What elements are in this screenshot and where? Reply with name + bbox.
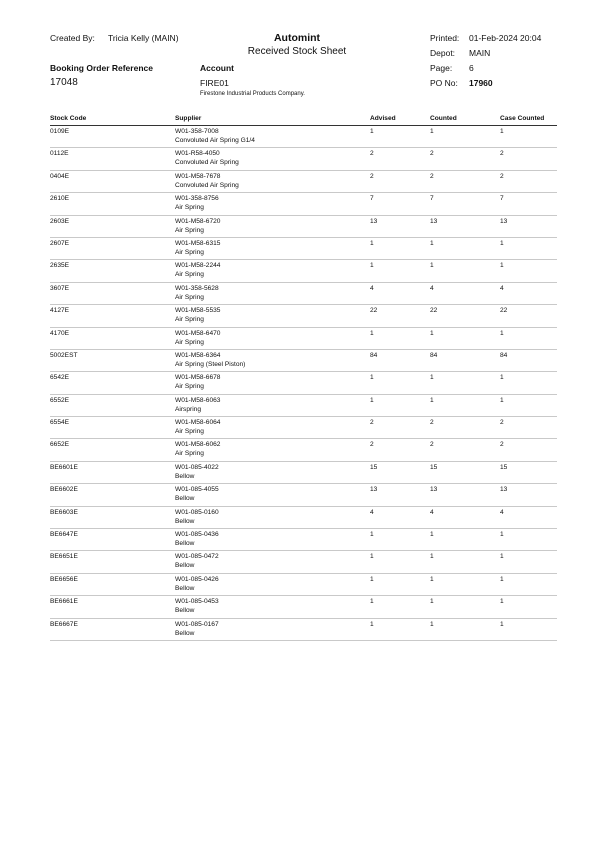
table-row (50, 193, 557, 215)
item-description: Bellow (175, 472, 195, 480)
item-description: Convoluted Air Spring (175, 159, 239, 167)
booking-ref-label: Booking Order Reference (50, 63, 153, 73)
advised-qty: 1 (370, 598, 374, 606)
supplier-code: W01-M58-7678 (175, 172, 221, 180)
case-counted-qty: 1 (500, 531, 504, 539)
counted-qty: 1 (430, 598, 434, 606)
stock-code: 6652E (50, 441, 70, 449)
item-description: Air Spring (Steel Piston) (175, 360, 246, 368)
advised-qty: 1 (370, 531, 374, 539)
counted-qty: 1 (430, 128, 434, 135)
table-row (50, 148, 557, 170)
item-description: Bellow (175, 607, 195, 615)
case-counted-qty: 2 (500, 441, 504, 449)
stock-code: 6552E (50, 396, 70, 404)
advised-qty: 13 (370, 486, 378, 494)
case-counted-qty: 2 (500, 172, 504, 180)
table-row (50, 350, 557, 372)
advised-qty: 1 (370, 128, 374, 135)
case-counted-qty: 15 (500, 463, 508, 471)
counted-qty: 1 (430, 396, 434, 404)
item-description: Air Spring (175, 450, 204, 458)
table-row (50, 462, 557, 484)
printed-label: Printed: (430, 33, 460, 43)
stock-code: BE6647E (50, 531, 78, 539)
supplier-code: W01-358-7008 (175, 128, 219, 135)
stock-code: 0404E (50, 172, 70, 180)
stock-code: 5002EST (50, 351, 78, 359)
item-description: Air Spring (175, 383, 204, 391)
po-label: PO No: (430, 78, 458, 88)
supplier-code: W01-M58-6470 (175, 329, 221, 337)
advised-qty: 1 (370, 329, 374, 337)
stock-code: BE6661E (50, 598, 78, 606)
table-row (50, 439, 557, 461)
advised-qty: 2 (370, 441, 374, 449)
counted-qty: 1 (430, 262, 434, 270)
supplier-code: W01-358-5628 (175, 284, 219, 292)
stock-code: BE6601E (50, 463, 78, 471)
table-row (50, 574, 557, 596)
item-description: Air Spring (175, 204, 204, 212)
case-counted-qty: 1 (500, 262, 504, 270)
item-description: Airspring (175, 405, 202, 413)
table-row (50, 372, 557, 394)
case-counted-qty: 4 (500, 284, 504, 292)
table-row (50, 238, 557, 260)
col-supplier: Supplier (175, 115, 202, 122)
stock-code: 2635E (50, 262, 70, 270)
supplier-code: W01-M58-5535 (175, 307, 221, 315)
item-description: Air Spring (175, 293, 204, 301)
advised-qty: 4 (370, 508, 374, 516)
counted-qty: 2 (430, 150, 434, 158)
advised-qty: 7 (370, 195, 374, 203)
page-number: 6 (469, 63, 474, 73)
counted-qty: 7 (430, 195, 434, 203)
advised-qty: 1 (370, 374, 374, 382)
case-counted-qty: 1 (500, 598, 504, 606)
item-description: Air Spring (175, 316, 204, 324)
advised-qty: 1 (370, 239, 374, 247)
depot-value: MAIN (469, 48, 491, 58)
case-counted-qty: 13 (500, 486, 508, 494)
table-row (50, 529, 557, 551)
stock-code: 2610E (50, 195, 70, 203)
table-row (50, 328, 557, 350)
booking-ref-value: 17048 (50, 77, 78, 88)
stock-code: 3607E (50, 284, 70, 292)
item-description: Bellow (175, 562, 195, 570)
col-counted: Counted (430, 115, 457, 122)
stock-code: 4127E (50, 307, 70, 315)
advised-qty: 2 (370, 419, 374, 427)
supplier-code: W01-M58-6064 (175, 419, 221, 427)
supplier-code: W01-085-0167 (175, 620, 219, 628)
supplier-code: W01-M58-6063 (175, 396, 221, 404)
supplier-code: W01-M58-6062 (175, 441, 221, 449)
counted-qty: 22 (430, 307, 438, 315)
counted-qty: 13 (430, 217, 438, 225)
case-counted-qty: 1 (500, 553, 504, 561)
advised-qty: 84 (370, 351, 378, 359)
case-counted-qty: 2 (500, 419, 504, 427)
counted-qty: 1 (430, 553, 434, 561)
account-code: FIRE01 (200, 78, 229, 88)
supplier-code: W01-M58-2244 (175, 262, 221, 270)
case-counted-qty: 7 (500, 195, 504, 203)
counted-qty: 1 (430, 575, 434, 583)
table-row (50, 395, 557, 417)
supplier-code: W01-085-0472 (175, 553, 219, 561)
counted-qty: 4 (430, 508, 434, 516)
case-counted-qty: 1 (500, 396, 504, 404)
supplier-code: W01-085-4055 (175, 486, 219, 494)
account-name: Firestone Industrial Products Company. (200, 91, 305, 97)
case-counted-qty: 1 (500, 620, 504, 628)
case-counted-qty: 2 (500, 150, 504, 158)
depot-label: Depot: (430, 48, 456, 58)
counted-qty: 2 (430, 172, 434, 180)
col-advised: Advised (370, 115, 396, 122)
item-description: Bellow (175, 584, 195, 592)
case-counted-qty: 1 (500, 575, 504, 583)
counted-qty: 1 (430, 620, 434, 628)
item-description: Air Spring (175, 271, 204, 279)
advised-qty: 1 (370, 575, 374, 583)
supplier-code: W01-085-0453 (175, 598, 219, 606)
advised-qty: 22 (370, 307, 378, 315)
stock-code: 2607E (50, 239, 70, 247)
stock-table-body (50, 126, 557, 641)
advised-qty: 13 (370, 217, 378, 225)
counted-qty: 1 (430, 329, 434, 337)
advised-qty: 2 (370, 172, 374, 180)
table-row (50, 619, 557, 641)
case-counted-qty: 84 (500, 351, 508, 359)
company-name: Automint (273, 32, 321, 44)
stock-code: 6542E (50, 374, 70, 382)
counted-qty: 1 (430, 374, 434, 382)
item-description: Air Spring (175, 226, 204, 234)
po-number: 17960 (469, 78, 493, 88)
case-counted-qty: 4 (500, 508, 504, 516)
supplier-code: W01-R58-4050 (175, 150, 220, 158)
item-description: Convoluted Air Spring G1/4 (175, 137, 255, 144)
stock-code: BE6603E (50, 508, 78, 516)
advised-qty: 2 (370, 150, 374, 158)
supplier-code: W01-M58-6364 (175, 351, 221, 359)
table-row (50, 417, 557, 439)
item-description: Air Spring (175, 248, 204, 256)
case-counted-qty: 13 (500, 217, 508, 225)
case-counted-qty: 1 (500, 128, 504, 135)
stock-code: BE6602E (50, 486, 78, 494)
item-description: Air Spring (175, 428, 204, 436)
sheet-title: Received Stock Sheet (247, 46, 347, 57)
counted-qty: 84 (430, 351, 438, 359)
advised-qty: 1 (370, 396, 374, 404)
stock-code: 0112E (50, 150, 69, 158)
supplier-code: W01-M58-6678 (175, 374, 221, 382)
printed-value: 01-Feb-2024 20:04 (469, 33, 542, 43)
created-by-value: Tricia Kelly (MAIN) (108, 33, 179, 43)
supplier-code: W01-M58-6720 (175, 217, 221, 225)
table-row (50, 126, 557, 148)
item-description: Air Spring (175, 338, 204, 346)
supplier-code: W01-085-0436 (175, 531, 219, 539)
stock-code: BE6651E (50, 553, 78, 561)
supplier-code: W01-085-0426 (175, 575, 219, 583)
advised-qty: 1 (370, 262, 374, 270)
supplier-code: W01-M58-6315 (175, 239, 221, 247)
table-row (50, 507, 557, 529)
item-description: Bellow (175, 495, 195, 503)
case-counted-qty: 1 (500, 239, 504, 247)
table-row (50, 260, 557, 282)
counted-qty: 1 (430, 239, 434, 247)
supplier-code: W01-085-0160 (175, 508, 219, 516)
table-row (50, 484, 557, 506)
created-by-label: Created By: (50, 33, 95, 43)
advised-qty: 1 (370, 553, 374, 561)
item-description: Convoluted Air Spring (175, 181, 239, 189)
table-row (50, 551, 557, 573)
stock-code: 6554E (50, 419, 70, 427)
table-header (50, 114, 557, 126)
table-row (50, 596, 557, 618)
case-counted-qty: 1 (500, 329, 504, 337)
item-description: Bellow (175, 540, 195, 548)
table-row (50, 216, 557, 238)
stock-code: 4170E (50, 329, 70, 337)
account-label: Account (200, 63, 234, 73)
table-row (50, 283, 557, 305)
counted-qty: 15 (430, 463, 438, 471)
counted-qty: 2 (430, 441, 434, 449)
stock-code: BE6667E (50, 620, 78, 628)
case-counted-qty: 1 (500, 374, 504, 382)
col-stock-code: Stock Code (50, 115, 87, 122)
counted-qty: 13 (430, 486, 438, 494)
advised-qty: 4 (370, 284, 374, 292)
stock-code: 0109E (50, 128, 70, 135)
counted-qty: 1 (430, 531, 434, 539)
table-row (50, 171, 557, 193)
stock-code: 2603E (50, 217, 70, 225)
item-description: Bellow (175, 629, 195, 637)
advised-qty: 15 (370, 463, 378, 471)
supplier-code: W01-358-8756 (175, 195, 219, 203)
stock-code: BE6656E (50, 575, 78, 583)
col-case-counted: Case Counted (500, 115, 545, 122)
counted-qty: 2 (430, 419, 434, 427)
advised-qty: 1 (370, 620, 374, 628)
table-row (50, 305, 557, 327)
supplier-code: W01-085-4022 (175, 463, 219, 471)
item-description: Bellow (175, 517, 195, 525)
counted-qty: 4 (430, 284, 434, 292)
case-counted-qty: 22 (500, 307, 508, 315)
page-label: Page: (430, 63, 453, 73)
